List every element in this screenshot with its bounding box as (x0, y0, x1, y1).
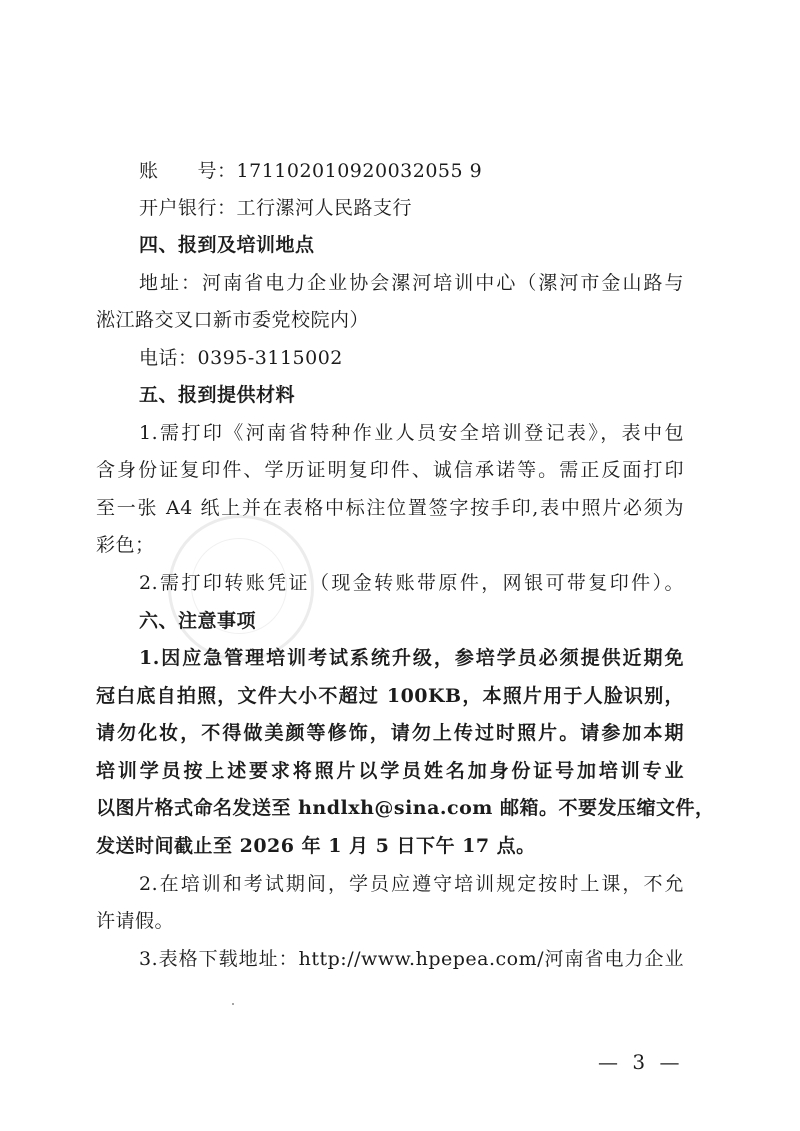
page-number: — 3 — (598, 1050, 684, 1074)
bank-name: 工行漯河人民路支行 (236, 197, 413, 219)
section6-item2-line2: 许请假。 (96, 910, 175, 932)
phone-line: 电话：0395-3115002 (139, 347, 343, 369)
section6-item1-line3: 请勿化妆，不得做美颜等修饰，请勿上传过时照片。请参加本期 (96, 722, 684, 744)
section5-item2: 2.需打印转账凭证（现金转账带原件，网银可带复印件）。 (139, 572, 684, 594)
section5-item1-line2: 含身份证复印件、学历证明复印件、诚信承诺等。需正反面打印 (96, 459, 684, 481)
bank-line (139, 195, 412, 221)
address-line-1: 地址：河南省电力企业协会漯河培训中心（漯河市金山路与 (139, 272, 684, 294)
section6-item1-line2: 冠白底自拍照，文件大小不超过 100KB，本照片用于人脸识别， (96, 685, 684, 707)
address-line-2: 淞江路交叉口新市委党校院内） (96, 309, 370, 331)
section6-item3: 3.表格下载地址：http://www.hpepea.com/河南省电力企业 (139, 948, 684, 970)
section5-heading: 五、报到提供材料 (139, 384, 296, 406)
account-number: 171102010920032055 9 (236, 160, 483, 182)
section6-item2-line1: 2.在培训和考试期间，学员应遵守培训规定按时上课，不允 (139, 873, 684, 895)
section6-item1-line4: 培训学员按上述要求将照片以学员姓名加身份证号加培训专业 (96, 760, 684, 782)
section4-heading: 四、报到及培训地点 (139, 234, 315, 256)
section6-item1-line1: 1.因应急管理培训考试系统升级，参培学员必须提供近期免 (139, 647, 684, 669)
scan-speck (232, 1003, 234, 1005)
account-label: 账 号： (139, 160, 237, 182)
section6-item1-line5: 以图片格式命名发送至 hndlxh@sina.com 邮箱。不要发压缩文件， (96, 797, 715, 819)
section5-item1-line4: 彩色； (96, 534, 155, 556)
section5-item1-line1: 1.需打印《河南省特种作业人员安全培训登记表》，表中包 (139, 422, 684, 444)
section5-item1-line3: 至一张 A4 纸上并在表格中标注位置签字按手印,表中照片必须为 (96, 497, 684, 519)
section6-item1-line6: 发送时间截止至 2026 年 1 月 5 日下午 17 点。 (96, 835, 536, 857)
bank-label: 开户银行： (139, 197, 237, 219)
section6-heading: 六、注意事项 (139, 610, 257, 632)
account-line (139, 158, 482, 184)
